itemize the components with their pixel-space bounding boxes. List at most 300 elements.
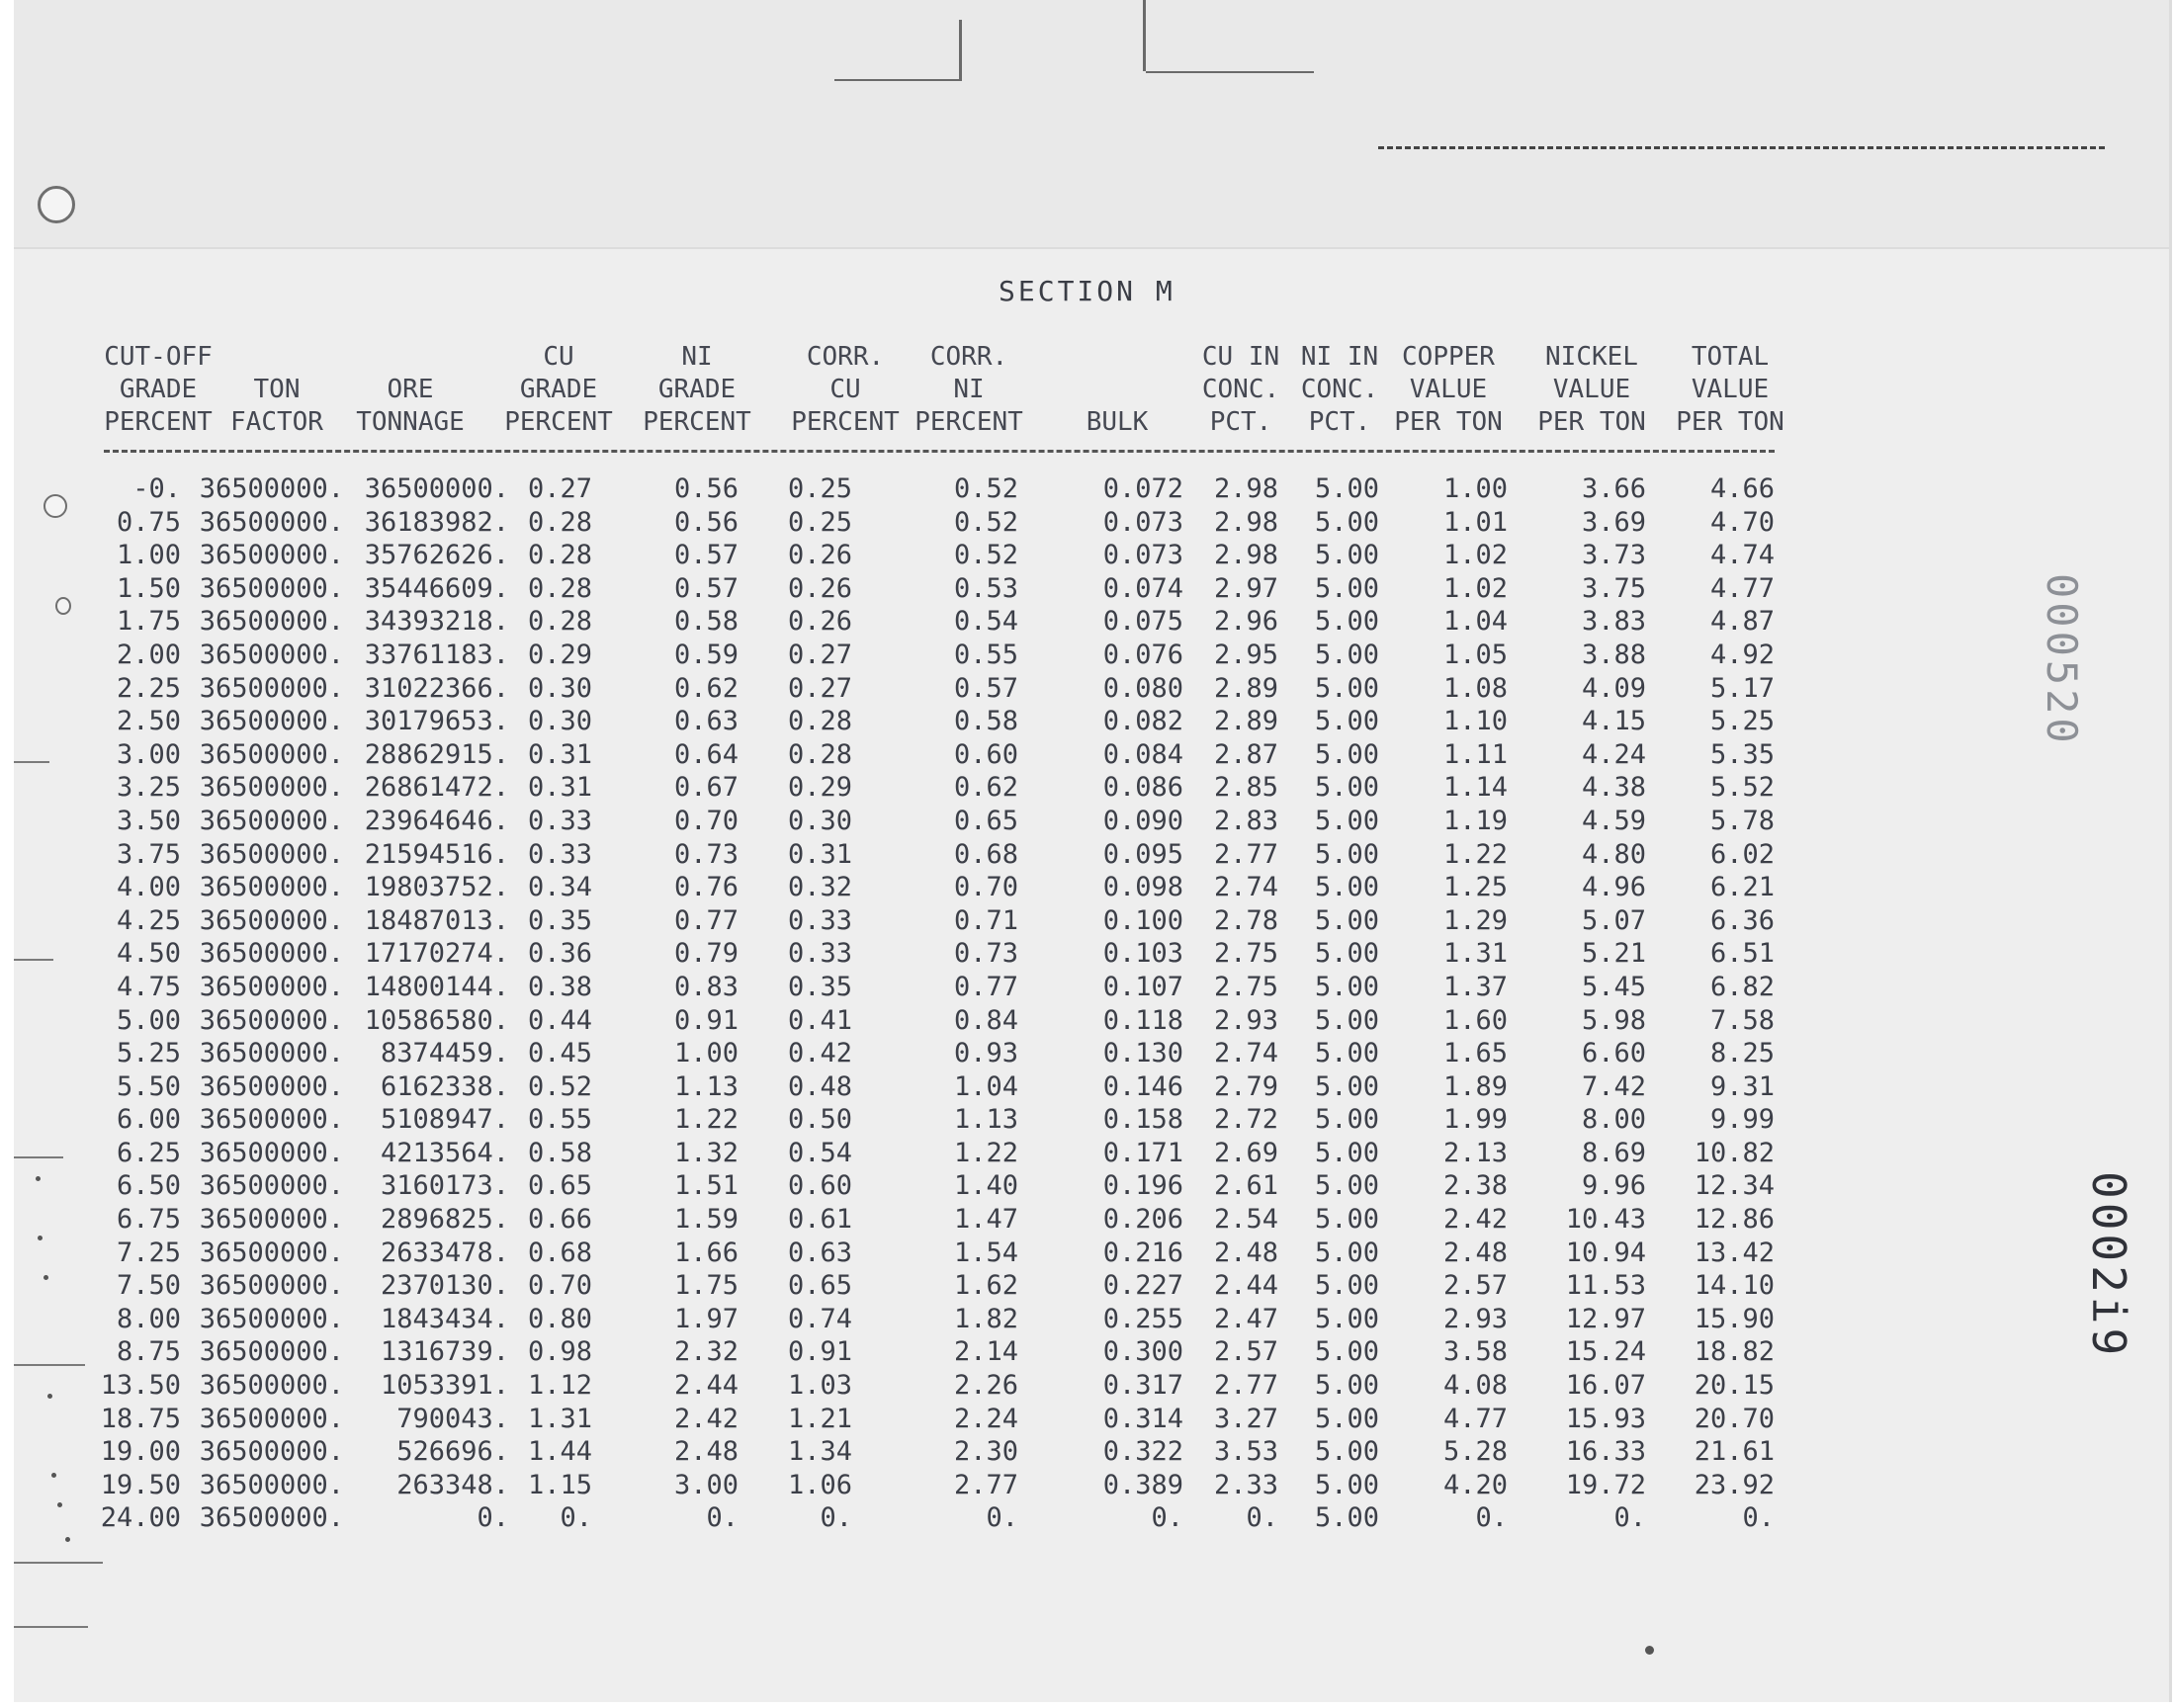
cell-total-value: 4.74 — [1709, 540, 1775, 571]
cell-ore-tonnage: 19803752. — [364, 872, 509, 903]
table-row — [0, 1237, 2175, 1270]
cell-cutoff: 8.75 — [116, 1336, 181, 1368]
table-row — [0, 1335, 2175, 1369]
cell-nickel-value: 7.42 — [1581, 1070, 1646, 1102]
cell-ni-conc: 5.00 — [1314, 473, 1379, 504]
cell-ore-tonnage: 2370130. — [380, 1270, 509, 1302]
carbon-strip — [14, 0, 2169, 249]
cell-bulk: 0.080 — [1102, 672, 1183, 704]
cell-total-value: 6.21 — [1709, 872, 1775, 903]
cell-ore-tonnage: 4213564. — [380, 1137, 509, 1168]
cell-ore-tonnage: 35762626. — [364, 540, 509, 571]
cell-total-value: 20.70 — [1694, 1403, 1775, 1434]
cell-ton-factor: 36500000. — [199, 1270, 344, 1302]
table-row — [0, 639, 2175, 672]
cell-corr-cu: 0.33 — [787, 904, 852, 936]
column-header-cu-conc: CU IN CONC. PCT. — [1201, 342, 1280, 437]
cell-nickel-value: 4.96 — [1581, 872, 1646, 903]
cell-copper-value: 1.08 — [1442, 672, 1508, 704]
cell-ore-tonnage: 2896825. — [380, 1204, 509, 1236]
cell-bulk: 0.107 — [1102, 971, 1183, 1002]
cell-nickel-value: 10.94 — [1565, 1237, 1646, 1268]
cell-total-value: 23.92 — [1694, 1469, 1775, 1500]
cell-nickel-value: 16.07 — [1565, 1370, 1646, 1402]
cell-copper-value: 1.31 — [1442, 938, 1508, 970]
cell-copper-value: 2.93 — [1442, 1303, 1508, 1334]
cell-cutoff: 3.50 — [116, 805, 181, 836]
cell-corr-ni: 0. — [986, 1502, 1018, 1534]
cell-ore-tonnage: 17170274. — [364, 938, 509, 970]
column-header-ton-factor: TON FACTOR — [230, 375, 323, 437]
cell-bulk: 0.073 — [1102, 540, 1183, 571]
cell-cutoff: 6.25 — [116, 1137, 181, 1168]
column-header-total-value: TOTAL VALUE PER TON — [1676, 342, 1784, 437]
cell-corr-cu: 0.32 — [787, 872, 852, 903]
cell-cu-conc: 2.33 — [1213, 1469, 1278, 1500]
cell-cutoff: 18.75 — [100, 1403, 181, 1434]
cell-cu-conc: 2.61 — [1213, 1170, 1278, 1202]
table-row — [0, 1501, 2175, 1535]
column-header-ore-tonnage: ORE TONNAGE — [356, 375, 465, 437]
column-header-copper-value: COPPER VALUE PER TON — [1394, 342, 1503, 437]
cell-ore-tonnage: 526696. — [396, 1436, 509, 1468]
cell-total-value: 9.31 — [1709, 1070, 1775, 1102]
cell-nickel-value: 4.80 — [1581, 838, 1646, 870]
table-row — [0, 472, 2175, 506]
cell-corr-cu: 1.06 — [787, 1469, 852, 1500]
cell-corr-ni: 1.04 — [953, 1070, 1018, 1102]
cell-cu-conc: 2.89 — [1213, 706, 1278, 737]
cell-total-value: 4.92 — [1709, 639, 1775, 670]
cell-corr-cu: 0.26 — [787, 606, 852, 638]
cell-total-value: 10.82 — [1694, 1137, 1775, 1168]
cell-cu-grade: 0.34 — [527, 872, 592, 903]
table-row — [0, 572, 2175, 606]
cell-bulk: 0.075 — [1102, 606, 1183, 638]
cell-corr-ni: 0.57 — [953, 672, 1018, 704]
cell-ni-grade: 0.73 — [673, 838, 739, 870]
cell-ore-tonnage: 33761183. — [364, 639, 509, 670]
cell-bulk: 0.130 — [1102, 1038, 1183, 1069]
cell-cu-conc: 2.96 — [1213, 606, 1278, 638]
cell-bulk: 0.216 — [1102, 1237, 1183, 1268]
cell-corr-cu: 0.27 — [787, 639, 852, 670]
table-row — [0, 672, 2175, 706]
cell-cutoff: 4.50 — [116, 938, 181, 970]
cell-cutoff: 1.75 — [116, 606, 181, 638]
cell-nickel-value: 9.96 — [1581, 1170, 1646, 1202]
cell-ore-tonnage: 30179653. — [364, 706, 509, 737]
cell-ni-grade: 1.66 — [673, 1237, 739, 1268]
cell-copper-value: 2.42 — [1442, 1204, 1508, 1236]
cell-ton-factor: 36500000. — [199, 1070, 344, 1102]
table-row — [0, 1137, 2175, 1170]
table-row — [0, 1469, 2175, 1502]
cell-cu-grade: 0.28 — [527, 540, 592, 571]
cell-bulk: 0.076 — [1102, 639, 1183, 670]
cell-total-value: 18.82 — [1694, 1336, 1775, 1368]
cell-corr-cu: 0.26 — [787, 540, 852, 571]
column-header-corr-ni: CORR. NI PERCENT — [914, 342, 1023, 437]
cell-cu-conc: 2.77 — [1213, 838, 1278, 870]
cell-ni-grade: 0.64 — [673, 738, 739, 770]
header-dashed-rule — [104, 450, 1775, 453]
cell-total-value: 21.61 — [1694, 1436, 1775, 1468]
cell-corr-ni: 0.60 — [953, 738, 1018, 770]
cell-ore-tonnage: 35446609. — [364, 572, 509, 604]
cell-corr-cu: 0.25 — [787, 506, 852, 538]
cell-cu-conc: 3.27 — [1213, 1403, 1278, 1434]
cell-copper-value: 2.38 — [1442, 1170, 1508, 1202]
cell-ton-factor: 36500000. — [199, 1170, 344, 1202]
cell-bulk: 0.171 — [1102, 1137, 1183, 1168]
cell-corr-ni: 1.54 — [953, 1237, 1018, 1268]
cell-total-value: 4.66 — [1709, 473, 1775, 504]
cell-ore-tonnage: 2633478. — [380, 1237, 509, 1268]
cell-ton-factor: 36500000. — [199, 1436, 344, 1468]
cell-corr-cu: 0.30 — [787, 805, 852, 836]
cell-total-value: 6.82 — [1709, 971, 1775, 1002]
cell-cutoff: 3.25 — [116, 772, 181, 804]
cell-ni-conc: 5.00 — [1314, 1170, 1379, 1202]
cell-cu-conc: 2.83 — [1213, 805, 1278, 836]
cell-bulk: 0.300 — [1102, 1336, 1183, 1368]
cell-total-value: 13.42 — [1694, 1237, 1775, 1268]
cell-copper-value: 1.22 — [1442, 838, 1508, 870]
cell-ni-grade: 1.59 — [673, 1204, 739, 1236]
cell-ni-conc: 5.00 — [1314, 1270, 1379, 1302]
cell-nickel-value: 3.66 — [1581, 473, 1646, 504]
cell-cu-conc: 2.89 — [1213, 672, 1278, 704]
cell-bulk: 0.314 — [1102, 1403, 1183, 1434]
table-row — [0, 871, 2175, 904]
column-header-cutoff: CUT-OFF GRADE PERCENT — [104, 342, 213, 437]
cell-nickel-value: 19.72 — [1565, 1469, 1646, 1500]
cell-ni-conc: 5.00 — [1314, 572, 1379, 604]
cell-copper-value: 2.57 — [1442, 1270, 1508, 1302]
cell-cu-grade: 0.80 — [527, 1303, 592, 1334]
cell-cutoff: 19.00 — [100, 1436, 181, 1468]
cell-ni-grade: 2.48 — [673, 1436, 739, 1468]
cell-corr-ni: 0.52 — [953, 506, 1018, 538]
cell-corr-cu: 0.25 — [787, 473, 852, 504]
cell-corr-ni: 0.77 — [953, 971, 1018, 1002]
cell-corr-ni: 0.52 — [953, 473, 1018, 504]
cell-total-value: 4.70 — [1709, 506, 1775, 538]
cell-corr-ni: 0.55 — [953, 639, 1018, 670]
cell-copper-value: 1.11 — [1442, 738, 1508, 770]
cell-cu-conc: 2.98 — [1213, 540, 1278, 571]
table-row — [0, 1070, 2175, 1104]
cell-corr-cu: 0.31 — [787, 838, 852, 870]
cell-copper-value: 1.00 — [1442, 473, 1508, 504]
cell-ni-conc: 5.00 — [1314, 540, 1379, 571]
cell-cu-grade: 1.12 — [527, 1370, 592, 1402]
cell-bulk: 0.322 — [1102, 1436, 1183, 1468]
section-title: SECTION M — [999, 275, 1175, 307]
cell-total-value: 5.35 — [1709, 738, 1775, 770]
cell-cu-grade: 0. — [560, 1502, 592, 1534]
cell-ton-factor: 36500000. — [199, 1469, 344, 1500]
cell-ni-conc: 5.00 — [1314, 1336, 1379, 1368]
cell-cu-conc: 2.72 — [1213, 1104, 1278, 1136]
cell-cu-conc: 2.97 — [1213, 572, 1278, 604]
cell-ore-tonnage: 5108947. — [380, 1104, 509, 1136]
cell-ni-conc: 5.00 — [1314, 1469, 1379, 1500]
cell-corr-cu: 0.48 — [787, 1070, 852, 1102]
cell-total-value: 4.77 — [1709, 572, 1775, 604]
cell-total-value: 0. — [1742, 1502, 1775, 1534]
cell-cu-grade: 1.44 — [527, 1436, 592, 1468]
cell-cu-grade: 0.31 — [527, 772, 592, 804]
cell-cutoff: 4.75 — [116, 971, 181, 1002]
cell-copper-value: 5.28 — [1442, 1436, 1508, 1468]
cell-ni-conc: 5.00 — [1314, 772, 1379, 804]
cell-corr-ni: 1.47 — [953, 1204, 1018, 1236]
cell-nickel-value: 8.00 — [1581, 1104, 1646, 1136]
cell-copper-value: 2.13 — [1442, 1137, 1508, 1168]
cell-cutoff: 7.50 — [116, 1270, 181, 1302]
cell-ni-conc: 5.00 — [1314, 1204, 1379, 1236]
cell-ton-factor: 36500000. — [199, 606, 344, 638]
cell-ni-conc: 5.00 — [1314, 938, 1379, 970]
cell-total-value: 5.25 — [1709, 706, 1775, 737]
cell-ton-factor: 36500000. — [199, 1237, 344, 1268]
cell-ni-grade: 0. — [706, 1502, 739, 1534]
cell-ni-grade: 2.44 — [673, 1370, 739, 1402]
cell-ton-factor: 36500000. — [199, 838, 344, 870]
cell-cu-conc: 2.79 — [1213, 1070, 1278, 1102]
cell-ni-grade: 0.67 — [673, 772, 739, 804]
cell-ni-conc: 5.00 — [1314, 1403, 1379, 1434]
cell-ni-grade: 1.51 — [673, 1170, 739, 1202]
cell-corr-ni: 0.53 — [953, 572, 1018, 604]
tab-cut-left — [959, 20, 962, 81]
cell-corr-cu: 0.28 — [787, 738, 852, 770]
cell-cutoff: 2.00 — [116, 639, 181, 670]
cell-cu-conc: 2.77 — [1213, 1370, 1278, 1402]
cell-cutoff: 1.50 — [116, 572, 181, 604]
cell-ore-tonnage: 31022366. — [364, 672, 509, 704]
data-table-body — [0, 472, 2175, 1535]
cell-cu-conc: 2.75 — [1213, 938, 1278, 970]
table-header — [0, 341, 2175, 445]
cell-cu-grade: 0.31 — [527, 738, 592, 770]
cell-ni-grade: 1.32 — [673, 1137, 739, 1168]
cell-ton-factor: 36500000. — [199, 540, 344, 571]
cell-copper-value: 1.01 — [1442, 506, 1508, 538]
cell-copper-value: 1.60 — [1442, 1004, 1508, 1036]
cell-bulk: 0.389 — [1102, 1469, 1183, 1500]
cell-nickel-value: 5.98 — [1581, 1004, 1646, 1036]
cell-cu-conc: 2.74 — [1213, 1038, 1278, 1069]
table-row — [0, 1269, 2175, 1303]
cell-cu-grade: 0.36 — [527, 938, 592, 970]
cell-ni-conc: 5.00 — [1314, 1004, 1379, 1036]
table-row — [0, 1303, 2175, 1336]
cell-cu-grade: 0.68 — [527, 1237, 592, 1268]
cell-ton-factor: 36500000. — [199, 1370, 344, 1402]
cell-cu-conc: 2.98 — [1213, 506, 1278, 538]
cell-total-value: 6.02 — [1709, 838, 1775, 870]
cell-bulk: 0.103 — [1102, 938, 1183, 970]
cell-cu-grade: 0.28 — [527, 572, 592, 604]
cell-cu-grade: 0.33 — [527, 805, 592, 836]
cell-ni-conc: 5.00 — [1314, 672, 1379, 704]
cell-cu-grade: 0.52 — [527, 1070, 592, 1102]
cell-nickel-value: 3.88 — [1581, 639, 1646, 670]
edge-dot — [65, 1537, 70, 1542]
cell-total-value: 12.86 — [1694, 1204, 1775, 1236]
cell-nickel-value: 3.73 — [1581, 540, 1646, 571]
cell-ore-tonnage: 26861472. — [364, 772, 509, 804]
cell-nickel-value: 4.59 — [1581, 805, 1646, 836]
cell-ni-conc: 5.00 — [1314, 738, 1379, 770]
cell-cu-grade: 0.33 — [527, 838, 592, 870]
cell-cu-grade: 0.45 — [527, 1038, 592, 1069]
cell-ton-factor: 36500000. — [199, 1104, 344, 1136]
cell-ore-tonnage: 3160173. — [380, 1170, 509, 1202]
cell-ni-conc: 5.00 — [1314, 639, 1379, 670]
cell-bulk: 0.090 — [1102, 805, 1183, 836]
cell-ore-tonnage: 263348. — [396, 1469, 509, 1500]
cell-cu-grade: 1.15 — [527, 1469, 592, 1500]
cell-total-value: 7.58 — [1709, 1004, 1775, 1036]
edge-tick — [14, 1626, 88, 1628]
cell-ni-grade: 0.77 — [673, 904, 739, 936]
cell-corr-ni: 1.13 — [953, 1104, 1018, 1136]
cell-nickel-value: 3.75 — [1581, 572, 1646, 604]
cell-ni-conc: 5.00 — [1314, 1104, 1379, 1136]
cell-cu-grade: 0.28 — [527, 506, 592, 538]
cell-cutoff: 5.25 — [116, 1038, 181, 1069]
cell-cu-conc: 2.87 — [1213, 738, 1278, 770]
cell-ni-grade: 1.22 — [673, 1104, 739, 1136]
cell-copper-value: 1.14 — [1442, 772, 1508, 804]
cell-ton-factor: 36500000. — [199, 904, 344, 936]
cell-ni-conc: 5.00 — [1314, 1370, 1379, 1402]
cell-ni-conc: 5.00 — [1314, 1502, 1379, 1534]
cell-copper-value: 1.04 — [1442, 606, 1508, 638]
cell-nickel-value: 4.24 — [1581, 738, 1646, 770]
cell-ore-tonnage: 6162338. — [380, 1070, 509, 1102]
cell-corr-cu: 1.03 — [787, 1370, 852, 1402]
cell-nickel-value: 16.33 — [1565, 1436, 1646, 1468]
cell-copper-value: 1.37 — [1442, 971, 1508, 1002]
cell-corr-cu: 0.26 — [787, 572, 852, 604]
cell-total-value: 4.87 — [1709, 606, 1775, 638]
cell-nickel-value: 0. — [1613, 1502, 1646, 1534]
cell-ore-tonnage: 23964646. — [364, 805, 509, 836]
cell-cu-grade: 0.27 — [527, 473, 592, 504]
cell-copper-value: 0. — [1475, 1502, 1508, 1534]
cell-copper-value: 1.89 — [1442, 1070, 1508, 1102]
table-row — [0, 1403, 2175, 1436]
cell-nickel-value: 5.45 — [1581, 971, 1646, 1002]
cell-cutoff: 13.50 — [100, 1370, 181, 1402]
cell-cu-conc: 2.93 — [1213, 1004, 1278, 1036]
cell-bulk: 0.146 — [1102, 1070, 1183, 1102]
cell-ni-grade: 1.97 — [673, 1303, 739, 1334]
cell-nickel-value: 11.53 — [1565, 1270, 1646, 1302]
cell-copper-value: 1.19 — [1442, 805, 1508, 836]
cell-ore-tonnage: 1316739. — [380, 1336, 509, 1368]
cell-ore-tonnage: 8374459. — [380, 1038, 509, 1069]
cell-copper-value: 3.58 — [1442, 1336, 1508, 1368]
cell-nickel-value: 4.09 — [1581, 672, 1646, 704]
cell-corr-cu: 0. — [820, 1502, 852, 1534]
cell-corr-cu: 0.29 — [787, 772, 852, 804]
table-row — [0, 971, 2175, 1004]
cell-bulk: 0.098 — [1102, 872, 1183, 903]
cell-corr-ni: 2.26 — [953, 1370, 1018, 1402]
table-row — [0, 937, 2175, 971]
cell-ni-conc: 5.00 — [1314, 904, 1379, 936]
cell-corr-ni: 1.62 — [953, 1270, 1018, 1302]
cell-cu-conc: 2.74 — [1213, 872, 1278, 903]
cell-ton-factor: 36500000. — [199, 738, 344, 770]
cell-copper-value: 1.02 — [1442, 540, 1508, 571]
cell-cu-conc: 2.44 — [1213, 1270, 1278, 1302]
table-row — [0, 1435, 2175, 1469]
cell-ton-factor: 36500000. — [199, 971, 344, 1002]
cell-bulk: 0.072 — [1102, 473, 1183, 504]
cell-cu-conc: 0. — [1246, 1502, 1278, 1534]
cell-ni-conc: 5.00 — [1314, 805, 1379, 836]
cell-ore-tonnage: 1053391. — [380, 1370, 509, 1402]
cell-nickel-value: 15.93 — [1565, 1403, 1646, 1434]
cell-copper-value: 1.99 — [1442, 1104, 1508, 1136]
cell-corr-ni: 0.52 — [953, 540, 1018, 571]
cell-corr-cu: 0.28 — [787, 706, 852, 737]
cell-nickel-value: 15.24 — [1565, 1336, 1646, 1368]
cell-ton-factor: 36500000. — [199, 1038, 344, 1069]
cell-corr-ni: 0.54 — [953, 606, 1018, 638]
cell-ni-conc: 5.00 — [1314, 971, 1379, 1002]
table-row — [0, 738, 2175, 772]
table-row — [0, 705, 2175, 738]
cell-corr-ni: 0.65 — [953, 805, 1018, 836]
cell-ni-conc: 5.00 — [1314, 606, 1379, 638]
cell-bulk: 0.118 — [1102, 1004, 1183, 1036]
cell-cu-grade: 0.35 — [527, 904, 592, 936]
cell-cu-conc: 2.47 — [1213, 1303, 1278, 1334]
cell-cutoff: 6.75 — [116, 1204, 181, 1236]
cell-total-value: 14.10 — [1694, 1270, 1775, 1302]
tab-cut-right — [1143, 0, 1146, 71]
cell-cu-conc: 2.48 — [1213, 1237, 1278, 1268]
cell-ore-tonnage: 28862915. — [364, 738, 509, 770]
cell-ton-factor: 36500000. — [199, 706, 344, 737]
cell-bulk: 0.084 — [1102, 738, 1183, 770]
cell-ni-conc: 5.00 — [1314, 1436, 1379, 1468]
cell-ore-tonnage: 36183982. — [364, 506, 509, 538]
cell-cutoff: 5.00 — [116, 1004, 181, 1036]
cell-ni-grade: 1.13 — [673, 1070, 739, 1102]
cell-ni-grade: 0.63 — [673, 706, 739, 737]
cell-nickel-value: 3.69 — [1581, 506, 1646, 538]
cell-corr-ni: 0.70 — [953, 872, 1018, 903]
cell-ni-grade: 3.00 — [673, 1469, 739, 1500]
cell-cu-grade: 0.70 — [527, 1270, 592, 1302]
cell-ni-grade: 1.00 — [673, 1038, 739, 1069]
cell-corr-ni: 0.93 — [953, 1038, 1018, 1069]
cell-total-value: 5.17 — [1709, 672, 1775, 704]
table-row — [0, 1103, 2175, 1137]
cell-ton-factor: 36500000. — [199, 572, 344, 604]
cell-ton-factor: 36500000. — [199, 639, 344, 670]
cell-ni-grade: 0.59 — [673, 639, 739, 670]
